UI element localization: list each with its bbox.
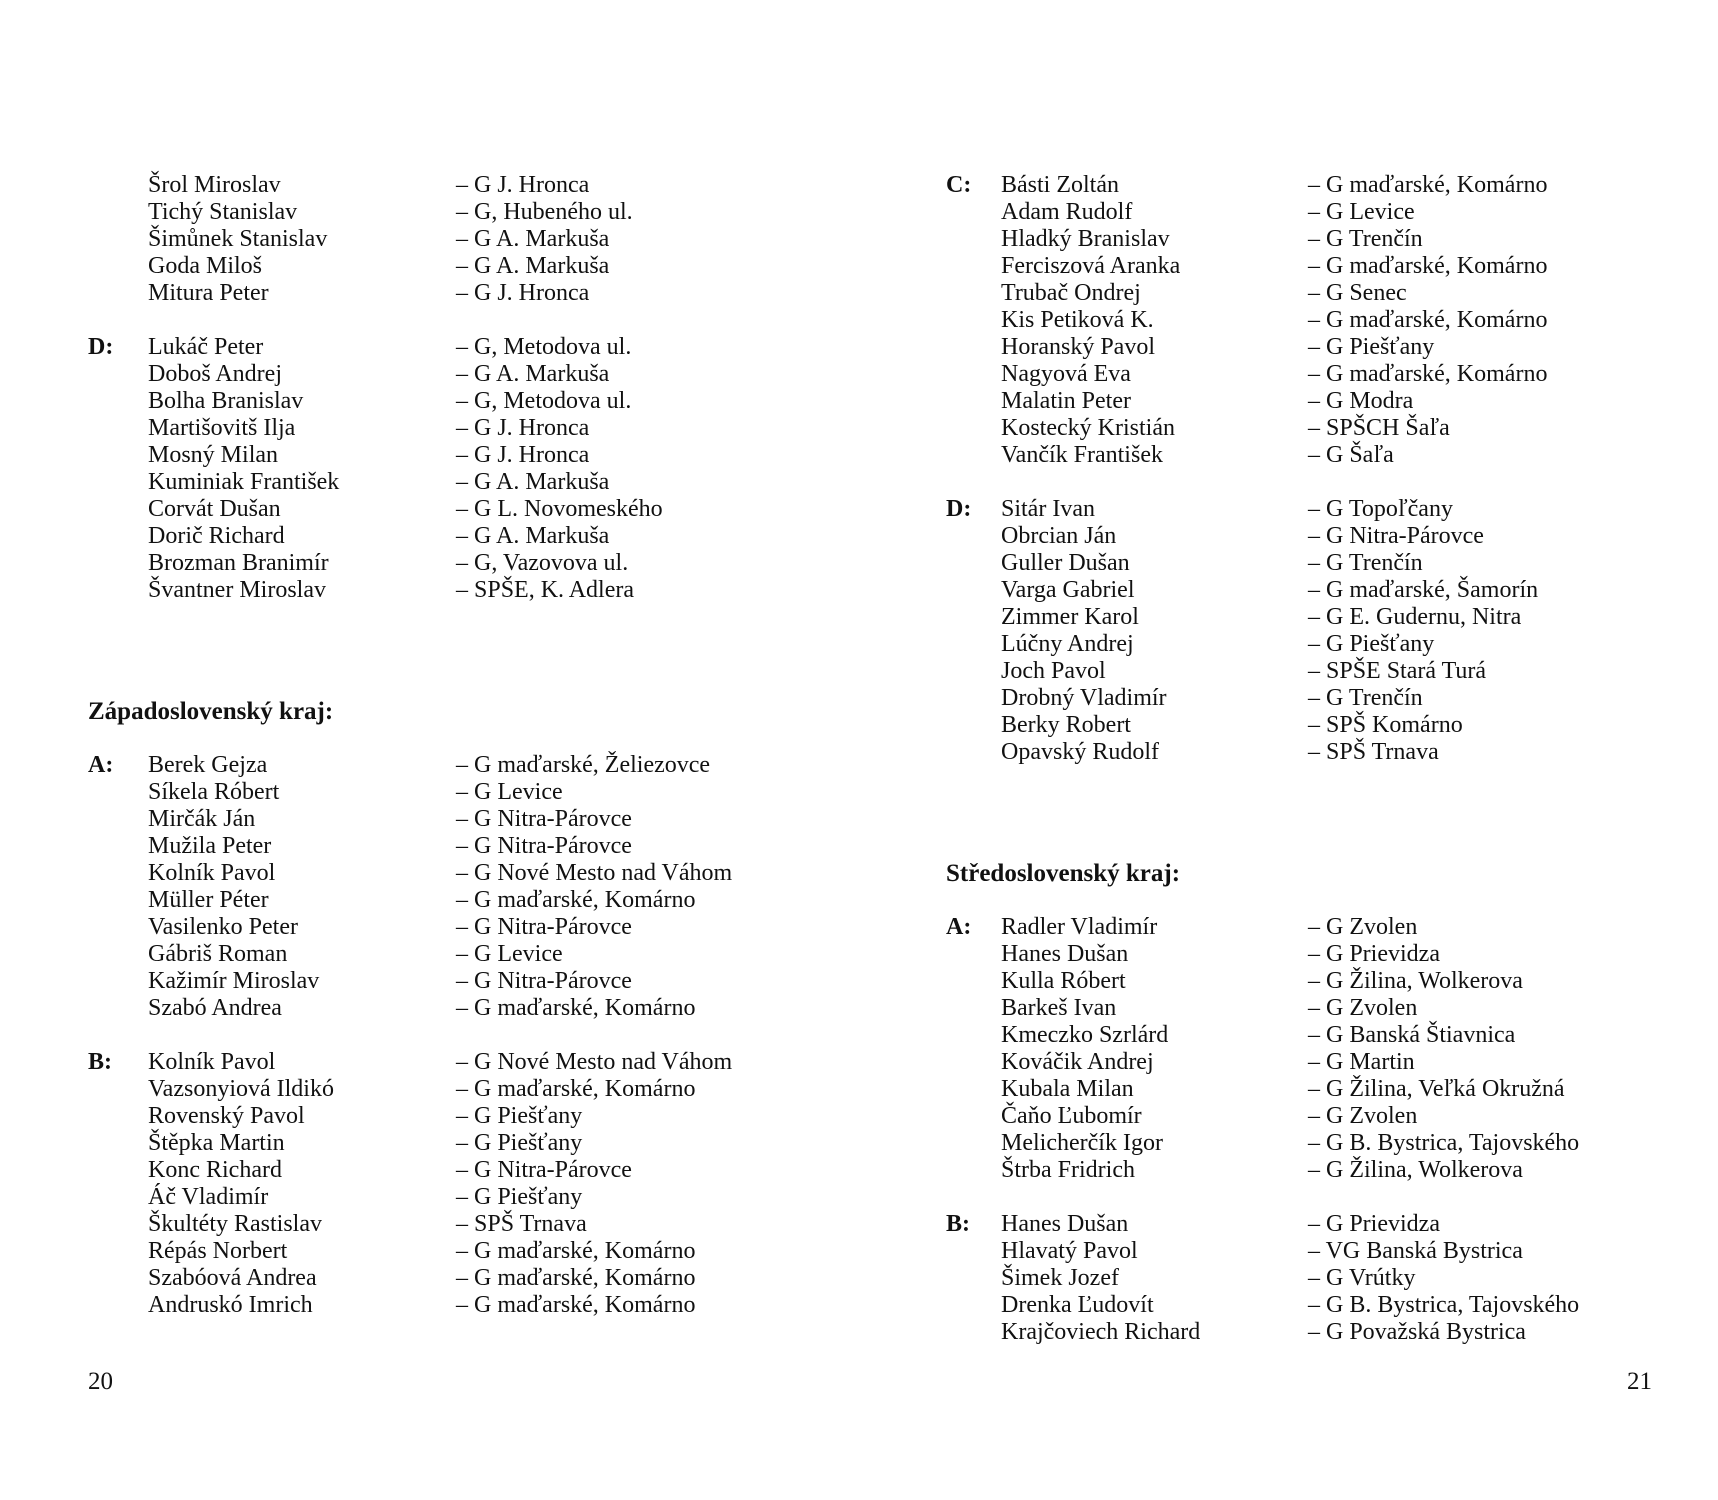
list-item xyxy=(859,685,1718,712)
participant-name: Drobný Vladimír xyxy=(1001,685,1167,711)
school-name: – G Piešťany xyxy=(456,1184,583,1210)
list-item xyxy=(0,550,859,577)
school-name: – G Nové Mesto nad Váhom xyxy=(456,860,733,886)
school-name: – G B. Bystrica, Tajovského xyxy=(1308,1292,1580,1318)
group-letter: C: xyxy=(946,172,972,198)
participant-name: Szabó Andrea xyxy=(148,995,282,1021)
list-item xyxy=(859,1238,1718,1265)
participant-name: Mitura Peter xyxy=(148,280,269,306)
group-letter: D: xyxy=(88,334,114,360)
list-item xyxy=(859,523,1718,550)
school-name: – G Nitra-Párovce xyxy=(456,1157,632,1183)
list-item xyxy=(859,712,1718,739)
participant-name: Adam Rudolf xyxy=(1001,199,1133,225)
school-name: – G A. Markuša xyxy=(456,361,610,387)
school-name: – G Zvolen xyxy=(1308,1103,1418,1129)
school-name: – G J. Hronca xyxy=(456,442,590,468)
school-name: – G Šaľa xyxy=(1308,442,1394,468)
participant-name: Bolha Branislav xyxy=(148,388,304,414)
list-item xyxy=(0,1211,859,1238)
school-name: – G Nitra-Párovce xyxy=(456,833,632,859)
participant-name: Šimůnek Stanislav xyxy=(148,226,328,252)
list-item xyxy=(859,1211,1718,1238)
school-name: – G maďarské, Komárno xyxy=(456,995,696,1021)
school-name: – G, Vazovova ul. xyxy=(456,550,629,576)
school-name: – G Levice xyxy=(1308,199,1415,225)
school-name: – G maďarské, Komárno xyxy=(456,1076,696,1102)
list-item xyxy=(859,307,1718,334)
participant-name: Kolník Pavol xyxy=(148,860,276,886)
school-name: – G Modra xyxy=(1308,388,1414,414)
list-item xyxy=(0,1103,859,1130)
participant-name: Básti Zoltán xyxy=(1001,172,1119,198)
participant-name: Kažimír Miroslav xyxy=(148,968,320,994)
list-item xyxy=(859,604,1718,631)
school-name: – G, Metodova ul. xyxy=(456,334,632,360)
school-name: – VG Banská Bystrica xyxy=(1308,1238,1523,1264)
list-item xyxy=(859,995,1718,1022)
school-name: – G Topoľčany xyxy=(1308,496,1453,522)
participant-name: Joch Pavol xyxy=(1001,658,1106,684)
participant-name: Andruskó Imrich xyxy=(148,1292,313,1318)
participant-name: Kuminiak František xyxy=(148,469,340,495)
school-name: – G Zvolen xyxy=(1308,914,1418,940)
participant-name: Kulla Róbert xyxy=(1001,968,1126,994)
school-name: – G maďarské, Komárno xyxy=(1308,253,1548,279)
school-name: – G Žilina, Wolkerova xyxy=(1308,968,1523,994)
list-item xyxy=(0,415,859,442)
page-number-right: 21 xyxy=(1627,1368,1652,1395)
school-name: – G maďarské, Komárno xyxy=(1308,361,1548,387)
list-item xyxy=(859,1292,1718,1319)
participant-name: Trubač Ondrej xyxy=(1001,280,1141,306)
participant-name: Opavský Rudolf xyxy=(1001,739,1159,765)
list-item xyxy=(0,1130,859,1157)
school-name: – G J. Hronca xyxy=(456,172,590,198)
school-name: – G Piešťany xyxy=(1308,631,1435,657)
participant-name: Kmeczko Szrlárd xyxy=(1001,1022,1169,1048)
list-item xyxy=(859,496,1718,523)
list-item xyxy=(859,388,1718,415)
participant-name: Berek Gejza xyxy=(148,752,268,778)
list-item xyxy=(859,1103,1718,1130)
participant-name: Horanský Pavol xyxy=(1001,334,1155,360)
participant-name: Štěpka Martin xyxy=(148,1130,285,1156)
school-name: – G Nové Mesto nad Váhom xyxy=(456,1049,733,1075)
list-item xyxy=(0,1184,859,1211)
school-name: – G Žilina, Wolkerova xyxy=(1308,1157,1523,1183)
participant-name: Mirčák Ján xyxy=(148,806,256,832)
school-name: – G B. Bystrica, Tajovského xyxy=(1308,1130,1580,1156)
school-name: – G Žilina, Veľká Okružná xyxy=(1308,1076,1565,1102)
participant-name: Drenka Ľudovít xyxy=(1001,1292,1154,1318)
school-name: – G Trenčín xyxy=(1308,685,1423,711)
list-item xyxy=(859,280,1718,307)
participant-name: Nagyová Eva xyxy=(1001,361,1131,387)
school-name: – SPŠCH Šaľa xyxy=(1308,415,1450,441)
list-item xyxy=(859,739,1718,766)
school-name: – G A. Markuša xyxy=(456,253,610,279)
list-item xyxy=(0,1238,859,1265)
participant-name: Sitár Ivan xyxy=(1001,496,1095,522)
list-item xyxy=(859,631,1718,658)
list-item xyxy=(859,361,1718,388)
participant-name: Hladký Branislav xyxy=(1001,226,1170,252)
list-item xyxy=(859,1265,1718,1292)
school-name: – G maďarské, Komárno xyxy=(456,1238,696,1264)
school-name: – G Nitra-Párovce xyxy=(1308,523,1484,549)
school-name: – SPŠ Trnava xyxy=(1308,739,1439,765)
school-name: – G Vrútky xyxy=(1308,1265,1416,1291)
list-item xyxy=(0,334,859,361)
participant-name: Mosný Milan xyxy=(148,442,279,468)
participant-name: Kis Petiková K. xyxy=(1001,307,1154,333)
school-name: – G Prievidza xyxy=(1308,941,1440,967)
participant-name: Dorič Richard xyxy=(148,523,285,549)
region-heading: Západoslovenský kraj: xyxy=(88,698,334,725)
list-item xyxy=(0,226,859,253)
list-item xyxy=(0,361,859,388)
list-item xyxy=(859,1049,1718,1076)
list-item xyxy=(859,914,1718,941)
school-name: – G Piešťany xyxy=(456,1103,583,1129)
school-name: – G maďarské, Šamorín xyxy=(1308,577,1539,603)
participant-name: Čaňo Ľubomír xyxy=(1001,1103,1142,1129)
participant-name: Guller Dušan xyxy=(1001,550,1130,576)
list-item xyxy=(0,388,859,415)
school-name: – G J. Hronca xyxy=(456,280,590,306)
participant-name: Kováčik Andrej xyxy=(1001,1049,1154,1075)
list-item xyxy=(0,577,859,604)
school-name: – G Nitra-Párovce xyxy=(456,806,632,832)
participant-name: Síkela Róbert xyxy=(148,779,280,805)
region-heading: Středoslovenský kraj: xyxy=(946,860,1181,887)
group-letter: A: xyxy=(946,914,972,940)
list-item xyxy=(0,995,859,1022)
participant-name: Áč Vladimír xyxy=(148,1184,269,1210)
participant-name: Répás Norbert xyxy=(148,1238,288,1264)
list-item xyxy=(0,1292,859,1319)
participant-name: Berky Robert xyxy=(1001,712,1131,738)
list-item xyxy=(0,914,859,941)
list-item xyxy=(0,1076,859,1103)
school-name: – G E. Gudernu, Nitra xyxy=(1308,604,1522,630)
list-item xyxy=(0,172,859,199)
participant-name: Hanes Dušan xyxy=(1001,941,1129,967)
participant-name: Malatin Peter xyxy=(1001,388,1131,414)
school-name: – SPŠ Komárno xyxy=(1308,712,1463,738)
list-item xyxy=(859,1022,1718,1049)
list-item xyxy=(0,779,859,806)
participant-name: Radler Vladimír xyxy=(1001,914,1158,940)
school-name: – G maďarské, Komárno xyxy=(456,1292,696,1318)
participant-name: Corvát Dušan xyxy=(148,496,281,522)
participant-name: Melicherčík Igor xyxy=(1001,1130,1163,1156)
list-item xyxy=(859,1319,1718,1346)
list-item xyxy=(0,523,859,550)
list-item xyxy=(859,199,1718,226)
participant-name: Škultéty Rastislav xyxy=(148,1211,322,1237)
participant-name: Barkeš Ivan xyxy=(1001,995,1117,1021)
participant-name: Tichý Stanislav xyxy=(148,199,298,225)
school-name: – G, Hubeného ul. xyxy=(456,199,633,225)
school-name: – G Banská Štiavnica xyxy=(1308,1022,1516,1048)
participant-name: Štrba Fridrich xyxy=(1001,1157,1135,1183)
list-item xyxy=(0,887,859,914)
participant-name: Hanes Dušan xyxy=(1001,1211,1129,1237)
school-name: – G Piešťany xyxy=(456,1130,583,1156)
school-name: – G Levice xyxy=(456,941,563,967)
list-item xyxy=(0,280,859,307)
list-item xyxy=(859,658,1718,685)
list-item xyxy=(0,1157,859,1184)
list-item xyxy=(0,1049,859,1076)
group-letter: B: xyxy=(88,1049,112,1075)
list-item xyxy=(859,1076,1718,1103)
list-item xyxy=(859,226,1718,253)
participant-name: Varga Gabriel xyxy=(1001,577,1135,603)
list-item xyxy=(0,833,859,860)
participant-name: Müller Péter xyxy=(148,887,269,913)
page-number-left: 20 xyxy=(88,1368,113,1395)
school-name: – G maďarské, Komárno xyxy=(456,1265,696,1291)
list-item xyxy=(0,496,859,523)
participant-name: Brozman Branimír xyxy=(148,550,329,576)
school-name: – G Považská Bystrica xyxy=(1308,1319,1526,1345)
school-name: – G Piešťany xyxy=(1308,334,1435,360)
participant-name: Šimek Jozef xyxy=(1001,1265,1119,1291)
list-item xyxy=(859,577,1718,604)
group-letter: D: xyxy=(946,496,972,522)
list-item xyxy=(0,1265,859,1292)
list-item xyxy=(0,806,859,833)
participant-name: Mužila Peter xyxy=(148,833,272,859)
list-item xyxy=(859,1130,1718,1157)
participant-name: Ferciszová Aranka xyxy=(1001,253,1181,279)
participant-name: Doboš Andrej xyxy=(148,361,282,387)
list-item xyxy=(859,941,1718,968)
school-name: – G Martin xyxy=(1308,1049,1415,1075)
participant-name: Konc Richard xyxy=(148,1157,282,1183)
list-item xyxy=(0,968,859,995)
list-item xyxy=(0,253,859,280)
list-item xyxy=(859,1157,1718,1184)
participant-name: Vazsonyiová Ildikó xyxy=(148,1076,334,1102)
list-item xyxy=(859,415,1718,442)
school-name: – G maďarské, Komárno xyxy=(1308,172,1548,198)
participant-name: Šrol Miroslav xyxy=(148,172,281,198)
school-name: – G J. Hronca xyxy=(456,415,590,441)
list-item xyxy=(859,968,1718,995)
school-name: – G L. Novomeského xyxy=(456,496,663,522)
group-letter: B: xyxy=(946,1211,970,1237)
participant-name: Vančík František xyxy=(1001,442,1163,468)
list-item xyxy=(0,469,859,496)
list-item xyxy=(859,442,1718,469)
school-name: – SPŠE Stará Turá xyxy=(1308,658,1487,684)
list-item xyxy=(859,172,1718,199)
participant-name: Kubala Milan xyxy=(1001,1076,1134,1102)
participant-name: Krajčoviech Richard xyxy=(1001,1319,1201,1345)
school-name: – G A. Markuša xyxy=(456,523,610,549)
school-name: – G Trenčín xyxy=(1308,226,1423,252)
school-name: – SPŠ Trnava xyxy=(456,1211,587,1237)
participant-name: Kolník Pavol xyxy=(148,1049,276,1075)
school-name: – SPŠE, K. Adlera xyxy=(456,577,635,603)
school-name: – G, Metodova ul. xyxy=(456,388,632,414)
school-name: – G Zvolen xyxy=(1308,995,1418,1021)
participant-name: Martišovitš Ilja xyxy=(148,415,296,441)
participant-name: Lukáč Peter xyxy=(148,334,264,360)
school-name: – G Nitra-Párovce xyxy=(456,914,632,940)
school-name: – G maďarské, Želiezovce xyxy=(456,752,711,778)
list-item xyxy=(0,860,859,887)
school-name: – G Trenčín xyxy=(1308,550,1423,576)
school-name: – G maďarské, Komárno xyxy=(1308,307,1548,333)
participant-name: Szabóová Andrea xyxy=(148,1265,317,1291)
school-name: – G A. Markuša xyxy=(456,226,610,252)
school-name: – G Nitra-Párovce xyxy=(456,968,632,994)
list-item xyxy=(859,253,1718,280)
participant-name: Gábriš Roman xyxy=(148,941,288,967)
school-name: – G Prievidza xyxy=(1308,1211,1440,1237)
list-item xyxy=(859,550,1718,577)
participant-name: Goda Miloš xyxy=(148,253,262,279)
list-item xyxy=(859,334,1718,361)
school-name: – G Senec xyxy=(1308,280,1407,306)
list-item xyxy=(0,442,859,469)
list-item xyxy=(0,941,859,968)
group-letter: A: xyxy=(88,752,114,778)
participant-name: Rovenský Pavol xyxy=(148,1103,305,1129)
participant-name: Obrcian Ján xyxy=(1001,523,1117,549)
list-item xyxy=(0,752,859,779)
participant-name: Zimmer Karol xyxy=(1001,604,1139,630)
school-name: – G Levice xyxy=(456,779,563,805)
participant-name: Kostecký Kristián xyxy=(1001,415,1175,441)
participant-name: Švantner Miroslav xyxy=(148,577,326,603)
participant-name: Hlavatý Pavol xyxy=(1001,1238,1138,1264)
list-item xyxy=(0,199,859,226)
school-name: – G A. Markuša xyxy=(456,469,610,495)
participant-name: Lúčny Andrej xyxy=(1001,631,1134,657)
participant-name: Vasilenko Peter xyxy=(148,914,298,940)
school-name: – G maďarské, Komárno xyxy=(456,887,696,913)
